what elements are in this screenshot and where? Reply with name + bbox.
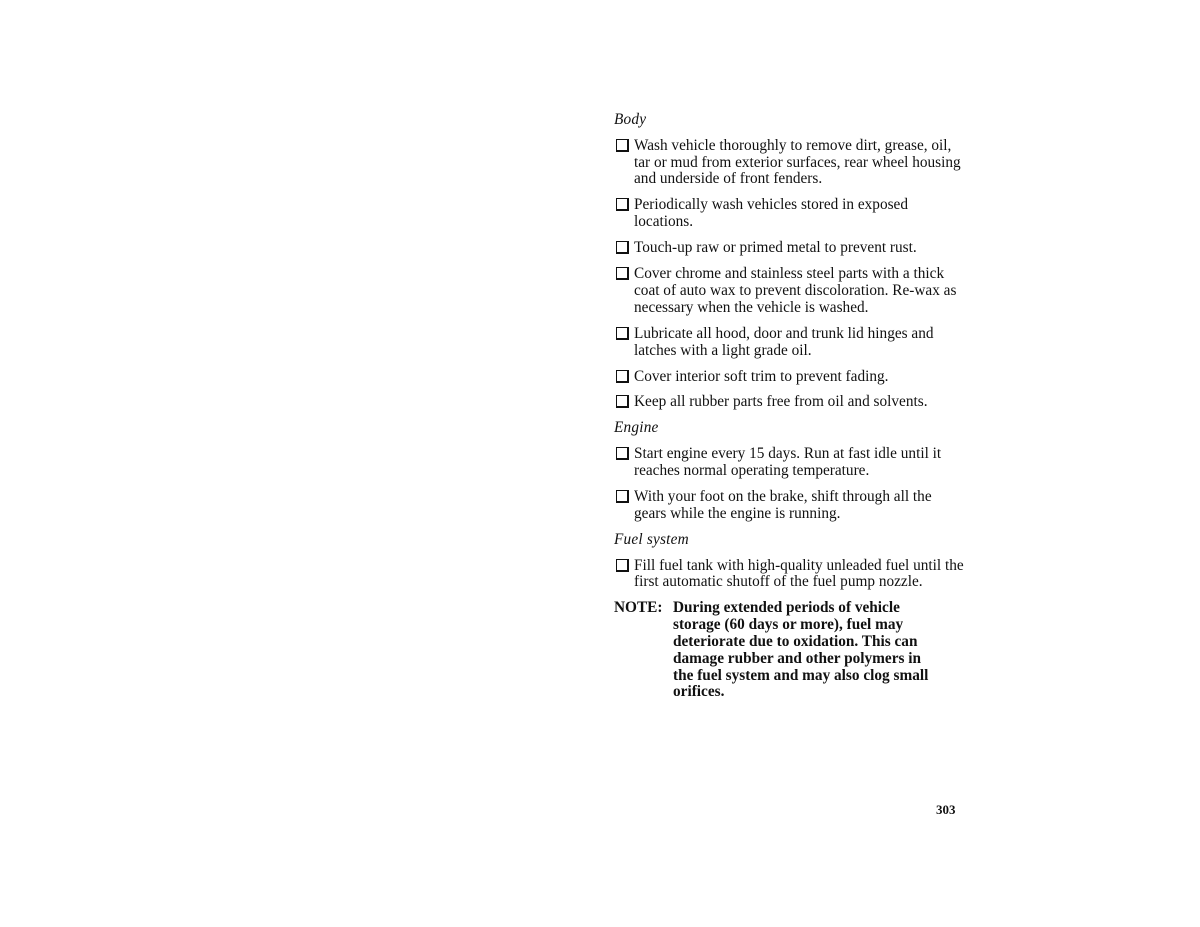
checkbox-icon: [616, 327, 629, 340]
checklist-item: [614, 138, 964, 188]
note-text: During extended periods of vehicle storage (60 days or more), fuel may deteriorate due to oxidation. This can damage rubber and other polymers in the fuel system and may also clog small orifices.: [673, 599, 929, 701]
checklist-item-text: Keep all rubber parts free from oil and solvents.: [634, 393, 928, 411]
checklist-item-text: Lubricate all hood, door and trunk lid hinges and latches with a light grade oil.: [634, 324, 934, 359]
checkbox-icon: [616, 241, 629, 254]
checklist-item: [614, 489, 964, 523]
checklist-item: [614, 446, 964, 480]
checkbox-icon: [616, 559, 629, 572]
checkbox-icon: [616, 395, 629, 408]
checklist-item-text: Periodically wash vehicles stored in exposed locations.: [634, 196, 908, 231]
checklist-item: [614, 394, 964, 411]
section-heading-fuel-system: Fuel system: [614, 530, 689, 548]
storage-note: [614, 600, 964, 701]
checklist-item-text: Wash vehicle thoroughly to remove dirt, grease, oil, tar or mud from exterior surfaces, rear wheel housing and underside of front fenders.: [634, 136, 961, 188]
content-column: [614, 112, 964, 701]
checklist-item: [614, 558, 964, 592]
checklist-item-text: Cover chrome and stainless steel parts with a thick coat of auto wax to prevent discoloration. Re-wax as necessary when the vehicle is washed.: [634, 265, 957, 316]
checklist-item: [614, 240, 964, 257]
checkbox-icon: [616, 198, 629, 211]
checklist-item: [614, 266, 964, 316]
checklist-item-text: Start engine every 15 days. Run at fast idle until it reaches normal operating temperature.: [634, 445, 942, 480]
checklist-item-text: With your foot on the brake, shift through all the gears while the engine is running.: [634, 488, 932, 522]
checkbox-icon: [616, 447, 629, 460]
note-label: NOTE:: [614, 599, 663, 617]
checkbox-icon: [616, 139, 629, 152]
checkbox-icon: [616, 490, 629, 503]
checklist-item: [614, 369, 964, 386]
checklist-item-text: Fill fuel tank with high-quality unleaded fuel until the first automatic shutoff of the fuel pump nozzle.: [634, 556, 964, 591]
page-number: 303: [936, 802, 956, 817]
checklist-item-text: Touch-up raw or primed metal to prevent rust.: [634, 239, 917, 257]
checklist-item-text: Cover interior soft trim to prevent fading.: [634, 367, 889, 385]
section-heading-engine: Engine: [614, 419, 659, 437]
checklist-item: [614, 197, 964, 231]
checkbox-icon: [616, 370, 629, 383]
section-heading-body: Body: [614, 111, 647, 128]
checkbox-icon: [616, 267, 629, 280]
checklist-item: [614, 326, 964, 360]
